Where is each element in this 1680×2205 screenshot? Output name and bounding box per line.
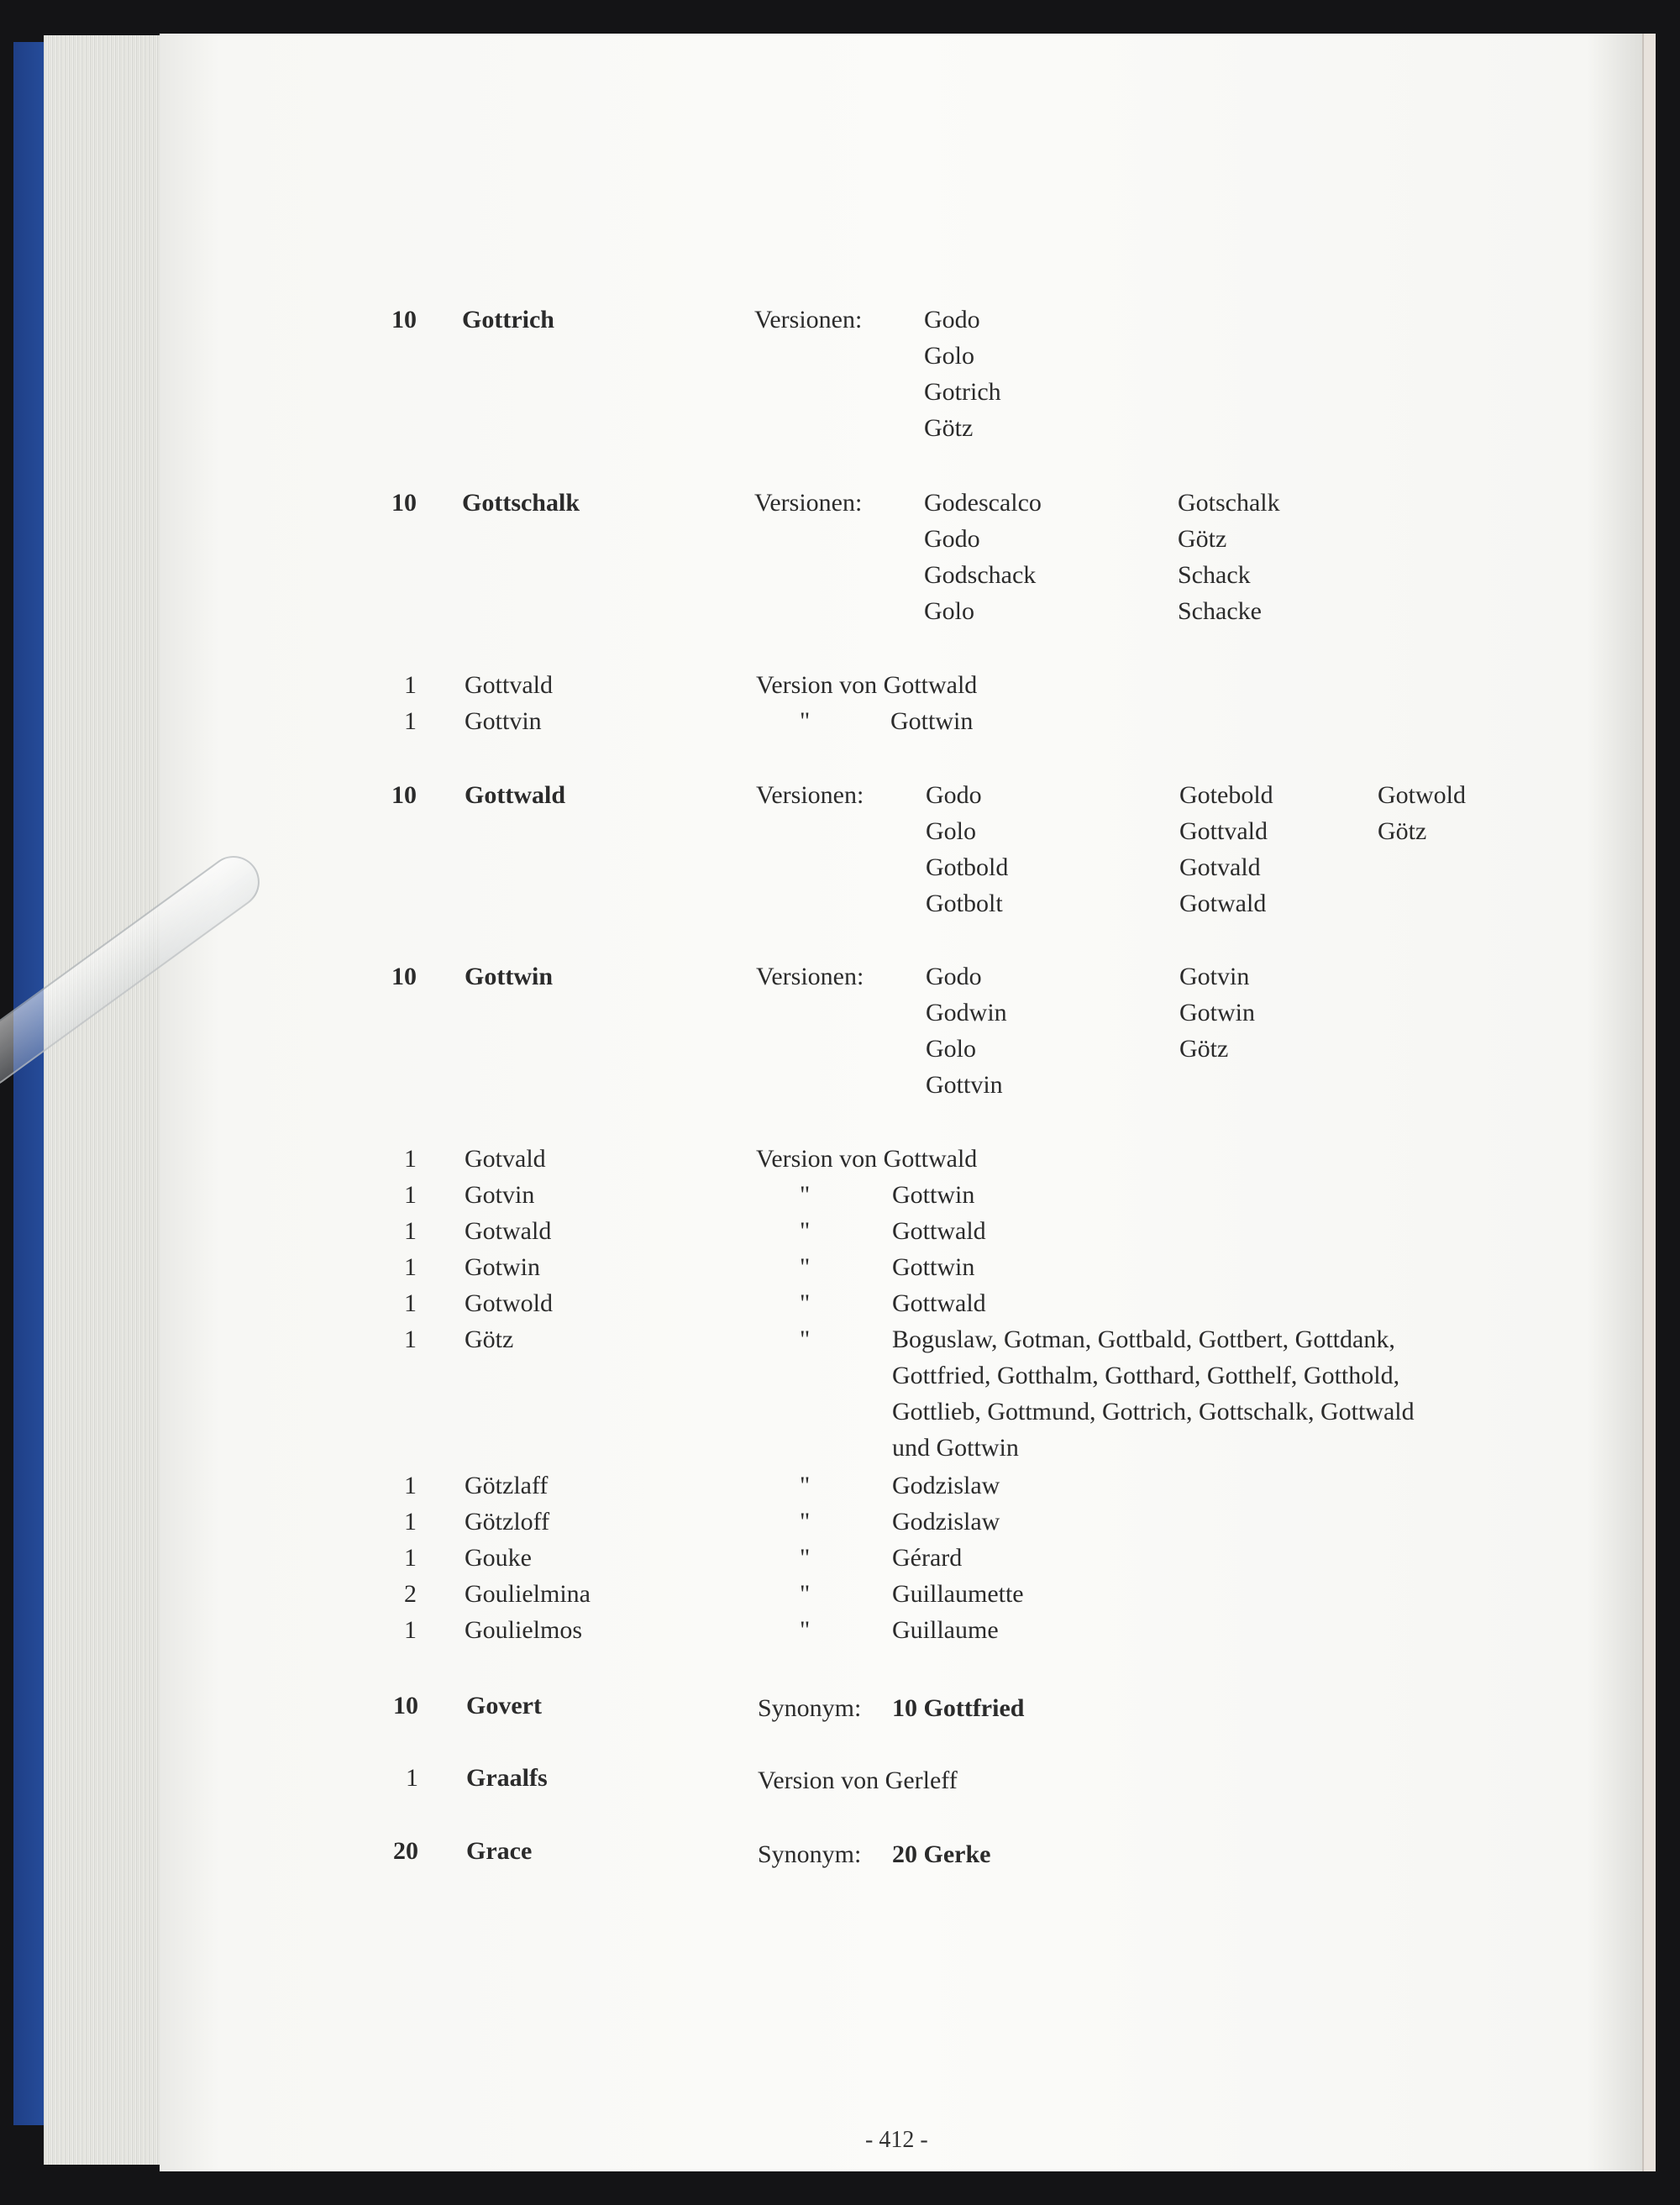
version-item: Godschack bbox=[924, 561, 1037, 589]
ditto-target: Gottlieb, Gottmund, Gottrich, Gottschalk, Gottwald bbox=[892, 1398, 1415, 1425]
ditto-target: Gottwin bbox=[892, 1253, 975, 1281]
entry-name: Götzlaff bbox=[465, 1472, 549, 1499]
version-item: Gotvin bbox=[1179, 963, 1250, 990]
entry-name: Graalfs bbox=[466, 1764, 548, 1792]
version-item: Schacke bbox=[1178, 597, 1262, 625]
version-item: Gottvald bbox=[1179, 817, 1268, 845]
entry-count: 1 bbox=[404, 1217, 417, 1245]
version-item: Godo bbox=[924, 525, 980, 553]
entry-name: Gotwin bbox=[465, 1253, 540, 1281]
entry-name: Gottrich bbox=[462, 306, 554, 333]
version-item: Gotrich bbox=[924, 378, 1001, 406]
version-item: Gotwin bbox=[1179, 999, 1255, 1026]
ditto-target: Gottwin bbox=[892, 1181, 975, 1209]
ditto-mark: " bbox=[800, 1289, 811, 1317]
version-item: Gotbolt bbox=[926, 890, 1003, 917]
entry-count: 1 bbox=[404, 1508, 417, 1536]
version-item: Gotschalk bbox=[1178, 489, 1280, 517]
entry-label: Version von Gottwald bbox=[756, 671, 978, 699]
entry-name: Gotwold bbox=[465, 1289, 553, 1317]
entry-count: 1 bbox=[406, 1764, 418, 1792]
version-item: Götz bbox=[1378, 817, 1427, 845]
version-item: Gotebold bbox=[1179, 781, 1273, 809]
ditto-mark: " bbox=[800, 1580, 811, 1608]
version-item: Golo bbox=[926, 817, 976, 845]
ditto-mark: " bbox=[800, 1616, 811, 1644]
ditto-target: Gottwald bbox=[892, 1217, 986, 1245]
entry-name: Gottwald bbox=[465, 781, 565, 809]
entry-count: 10 bbox=[391, 963, 417, 990]
entry-name: Götz bbox=[465, 1326, 514, 1353]
page-number: - 412 - bbox=[865, 2127, 928, 2153]
ditto-target: und Gottwin bbox=[892, 1434, 1019, 1462]
version-item: Golo bbox=[926, 1035, 976, 1063]
entry-count: 1 bbox=[404, 1181, 417, 1209]
version-item: Gotwald bbox=[1179, 890, 1267, 917]
entry-count: 1 bbox=[404, 671, 417, 699]
entry-name: Gottvald bbox=[465, 671, 553, 699]
entry-name: Govert bbox=[466, 1692, 542, 1719]
ditto-mark: " bbox=[800, 1253, 811, 1281]
entry-count: 1 bbox=[404, 1616, 417, 1644]
entry-name: Grace bbox=[466, 1837, 533, 1865]
entry-label: Version von Gottwald bbox=[756, 1145, 978, 1173]
entry-name: Gouke bbox=[465, 1544, 532, 1572]
ditto-target: Guillaume bbox=[892, 1616, 999, 1644]
entry-label: Synonym: bbox=[758, 1694, 862, 1722]
ditto-mark: " bbox=[800, 707, 811, 735]
entry-name: Gottwin bbox=[465, 963, 553, 990]
synonym-target: 10 Gottfried bbox=[892, 1694, 1025, 1722]
entry-name: Götzloff bbox=[465, 1508, 550, 1536]
entry-count: 1 bbox=[404, 1145, 417, 1173]
version-item: Golo bbox=[924, 597, 974, 625]
version-item: Golo bbox=[924, 342, 974, 370]
ditto-target: Gottfried, Gotthalm, Gotthard, Gotthelf, Gotthold, bbox=[892, 1362, 1400, 1389]
entry-name: Gottschalk bbox=[462, 489, 580, 517]
entry-count: 10 bbox=[391, 781, 417, 809]
version-item: Godescalco bbox=[924, 489, 1042, 517]
ditto-mark: " bbox=[800, 1508, 811, 1536]
entry-count: 1 bbox=[404, 1326, 417, 1353]
version-item: Gotwold bbox=[1378, 781, 1466, 809]
version-item: Gottvin bbox=[926, 1071, 1003, 1099]
entry-count: 10 bbox=[391, 489, 417, 517]
entry-label: Synonym: bbox=[758, 1840, 862, 1868]
entry-count: 10 bbox=[391, 306, 417, 333]
version-item: Götz bbox=[924, 414, 974, 442]
version-item: Godo bbox=[924, 306, 980, 333]
version-item: Gotvald bbox=[1179, 853, 1261, 881]
entry-label: Versionen: bbox=[756, 781, 864, 809]
ditto-mark: " bbox=[800, 1181, 811, 1209]
version-item: Götz bbox=[1178, 525, 1227, 553]
ditto-target: Godzislaw bbox=[892, 1508, 1000, 1536]
entry-name: Gotwald bbox=[465, 1217, 552, 1245]
entry-label: Versionen: bbox=[754, 306, 863, 333]
entry-label: Versionen: bbox=[756, 963, 864, 990]
ditto-target: Gérard bbox=[892, 1544, 963, 1572]
entry-name: Gotvald bbox=[465, 1145, 546, 1173]
entry-label: Version von Gerleff bbox=[758, 1767, 958, 1794]
entry-label: Versionen: bbox=[754, 489, 863, 517]
entry-name: Goulielmina bbox=[465, 1580, 591, 1608]
ditto-mark: " bbox=[800, 1544, 811, 1572]
ditto-target: Gottwin bbox=[890, 707, 974, 735]
version-item: Schack bbox=[1178, 561, 1251, 589]
version-item: Godo bbox=[926, 963, 982, 990]
ditto-mark: " bbox=[800, 1217, 811, 1245]
entry-count: 2 bbox=[404, 1580, 417, 1608]
ditto-target: Guillaumette bbox=[892, 1580, 1024, 1608]
entry-name: Gotvin bbox=[465, 1181, 535, 1209]
ditto-target: Boguslaw, Gotman, Gottbald, Gottbert, Gottdank, bbox=[892, 1326, 1395, 1353]
entry-name: Gottvin bbox=[465, 707, 542, 735]
entry-count: 1 bbox=[404, 1472, 417, 1499]
synonym-target: 20 Gerke bbox=[892, 1840, 991, 1868]
version-item: Godwin bbox=[926, 999, 1007, 1026]
entry-count: 1 bbox=[404, 1289, 417, 1317]
ditto-target: Gottwald bbox=[892, 1289, 986, 1317]
entry-count: 1 bbox=[404, 707, 417, 735]
ditto-mark: " bbox=[800, 1326, 811, 1353]
entry-count: 1 bbox=[404, 1544, 417, 1572]
entry-count: 20 bbox=[393, 1837, 418, 1865]
version-item: Godo bbox=[926, 781, 982, 809]
version-item: Götz bbox=[1179, 1035, 1229, 1063]
ditto-target: Godzislaw bbox=[892, 1472, 1000, 1499]
entry-count: 10 bbox=[393, 1692, 418, 1719]
ditto-mark: " bbox=[800, 1472, 811, 1499]
version-item: Gotbold bbox=[926, 853, 1009, 881]
entry-count: 1 bbox=[404, 1253, 417, 1281]
entry-name: Goulielmos bbox=[465, 1616, 582, 1644]
